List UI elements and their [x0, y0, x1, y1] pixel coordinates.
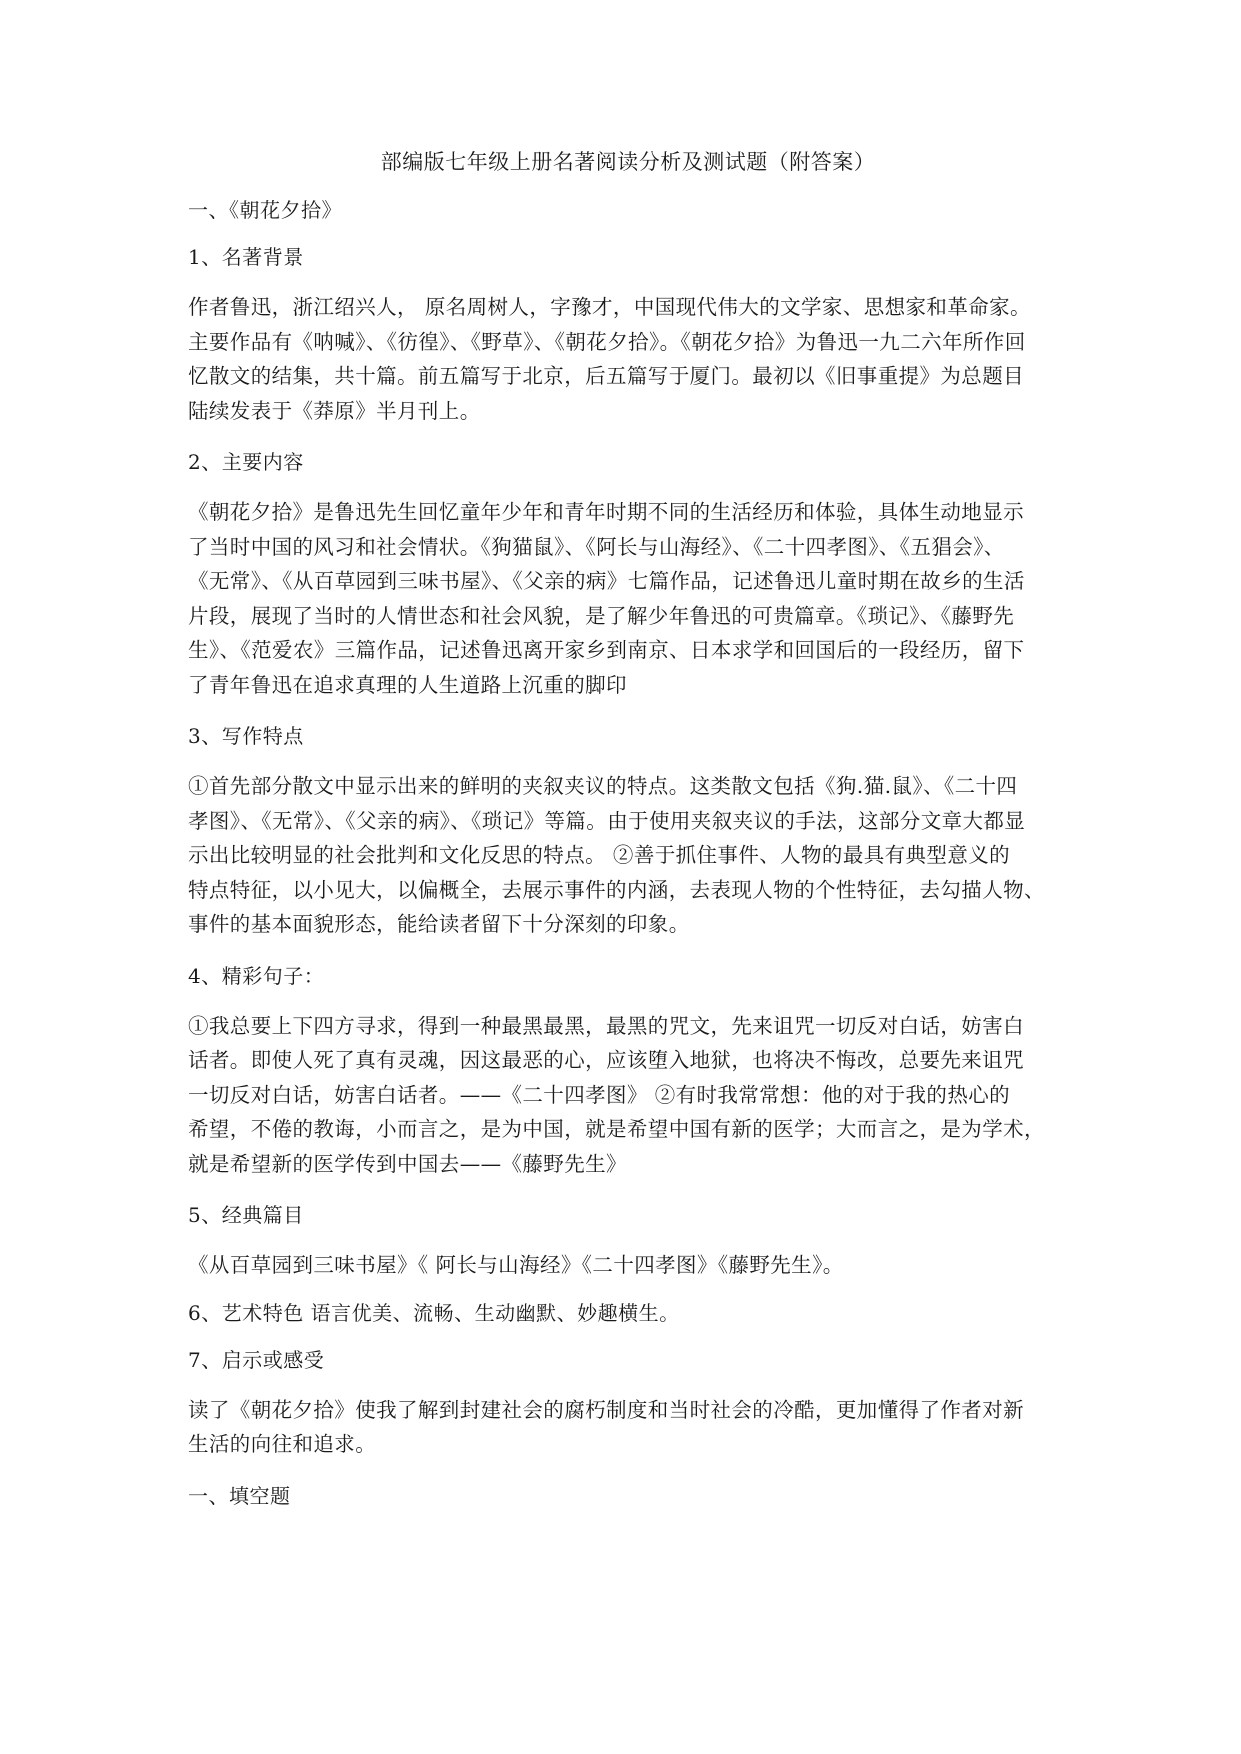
- document-title: 部编版七年级上册名著阅读分析及测试题（附答案）: [380, 150, 876, 174]
- paragraph-classic-chapters: [188, 1248, 1068, 1283]
- text-line: 了当时中国的风习和社会情状。《狗猫鼠》、《阿长与山海经》、《二十四孝图》、《五猖会》、: [188, 534, 1005, 559]
- text-line: 忆散文的结集，共十篇。前五篇写于北京，后五篇写于厦门。最初以《旧事重提》为总题目: [188, 364, 1024, 388]
- text-line: 示出比较明显的社会批判和文化反思的特点。 ②善于抓住事件、人物的最具有典型意义的: [188, 843, 1011, 867]
- text-line: 事件的基本面貌形态，能给读者留下十分深刻的印象。: [188, 912, 690, 936]
- text-line: 孝图》、《无常》、《父亲的病》、《琐记》等篇。由于使用夹叙夹议的手法，这部分文章大都显: [188, 808, 1026, 833]
- text-line: 读了《朝花夕拾》使我了解到封建社会的腐朽制度和当时社会的冷酷，更加懂得了作者对新: [188, 1397, 1024, 1422]
- paragraph-background: [188, 290, 1068, 428]
- heading-quotes: 4、精彩句子：: [188, 963, 325, 988]
- text-line: 主要作品有《呐喊》、《彷徨》、《野草》、《朝花夕拾》。《朝花夕拾》为鲁迅一九二六年所作回: [188, 329, 1026, 354]
- heading-artistic-features: 6、艺术特色 语言优美、流畅、生动幽默、妙趣横生。: [188, 1300, 680, 1325]
- section-heading-zhaohuaxishi: 一、《朝花夕拾》: [188, 198, 342, 222]
- text-line: 《从百草园到三味书屋》《 阿长与山海经》《二十四孝图》《藤野先生》。: [188, 1253, 844, 1277]
- heading-writing-features: 3、写作特点: [188, 724, 304, 748]
- heading-main-content: 2、主要内容: [188, 450, 304, 474]
- text-line: ①我总要上下四方寻求，得到一种最黑最黑，最黑的咒文，先来诅咒一切反对白话，妨害白: [188, 1013, 1024, 1038]
- text-line: 话者。即使人死了真有灵魂，因这最恶的心，应该堕入地狱，也将决不悔改，总要先来诅咒: [188, 1048, 1024, 1072]
- heading-reflection: 7、启示或感受: [188, 1347, 325, 1372]
- text-line: 就是希望新的医学传到中国去——《藤野先生》: [188, 1151, 627, 1176]
- text-line: 《朝花夕拾》是鲁迅先生回忆童年少年和青年时期不同的生活经历和体验，具体生动地显示: [188, 500, 1024, 524]
- section-heading-fill-in-blanks: 一、填空题: [188, 1483, 291, 1508]
- text-line: 一切反对白话，妨害白话者。——《二十四孝图》 ②有时我常常想：他的对于我的热心的: [188, 1082, 1011, 1107]
- heading-classic-chapters: 5、经典篇目: [188, 1203, 304, 1227]
- paragraph-reflection: [188, 1393, 1068, 1462]
- text-line: 了青年鲁迅在追求真理的人生道路上沉重的脚印: [188, 672, 627, 697]
- document-page: [188, 148, 1068, 1529]
- paragraph-main-content: [188, 495, 1068, 702]
- text-line: 陆续发表于《莽原》半月刊上。: [188, 398, 481, 423]
- paragraph-writing-features: [188, 769, 1068, 942]
- text-line: 《无常》、《从百草园到三味书屋》、《父亲的病》七篇作品，记述鲁迅儿童时期在故乡的生活: [188, 569, 1025, 593]
- paragraph-quotes: [188, 1009, 1068, 1182]
- text-line: 生》、《范爱农》三篇作品，记述鲁迅离开家乡到南京、日本求学和回国后的一段经历，留下: [188, 638, 1025, 662]
- text-line: ①首先部分散文中显示出来的鲜明的夹叙夹议的特点。这类散文包括《狗.猫.鼠》、《二十四: [188, 774, 1018, 798]
- text-line: 希望，不倦的教诲，小而言之，是为中国，就是希望中国有新的医学；大而言之，是为学术，: [188, 1117, 1045, 1141]
- text-line: 片段，展现了当时的人情世态和社会风貌，是了解少年鲁迅的可贵篇章。《琐记》、《藤野先: [188, 603, 1015, 628]
- text-line: 特点特征，以小见大，以偏概全，去展示事件的内涵，去表现人物的个性特征，去勾描人物、: [188, 877, 1045, 902]
- text-line: 生活的向往和追求。: [188, 1432, 377, 1456]
- heading-background: 1、名著背景: [188, 245, 304, 269]
- text-line: 作者鲁迅，浙江绍兴人， 原名周树人，字豫才，中国现代伟大的文学家、思想家和革命家。: [188, 295, 1031, 319]
